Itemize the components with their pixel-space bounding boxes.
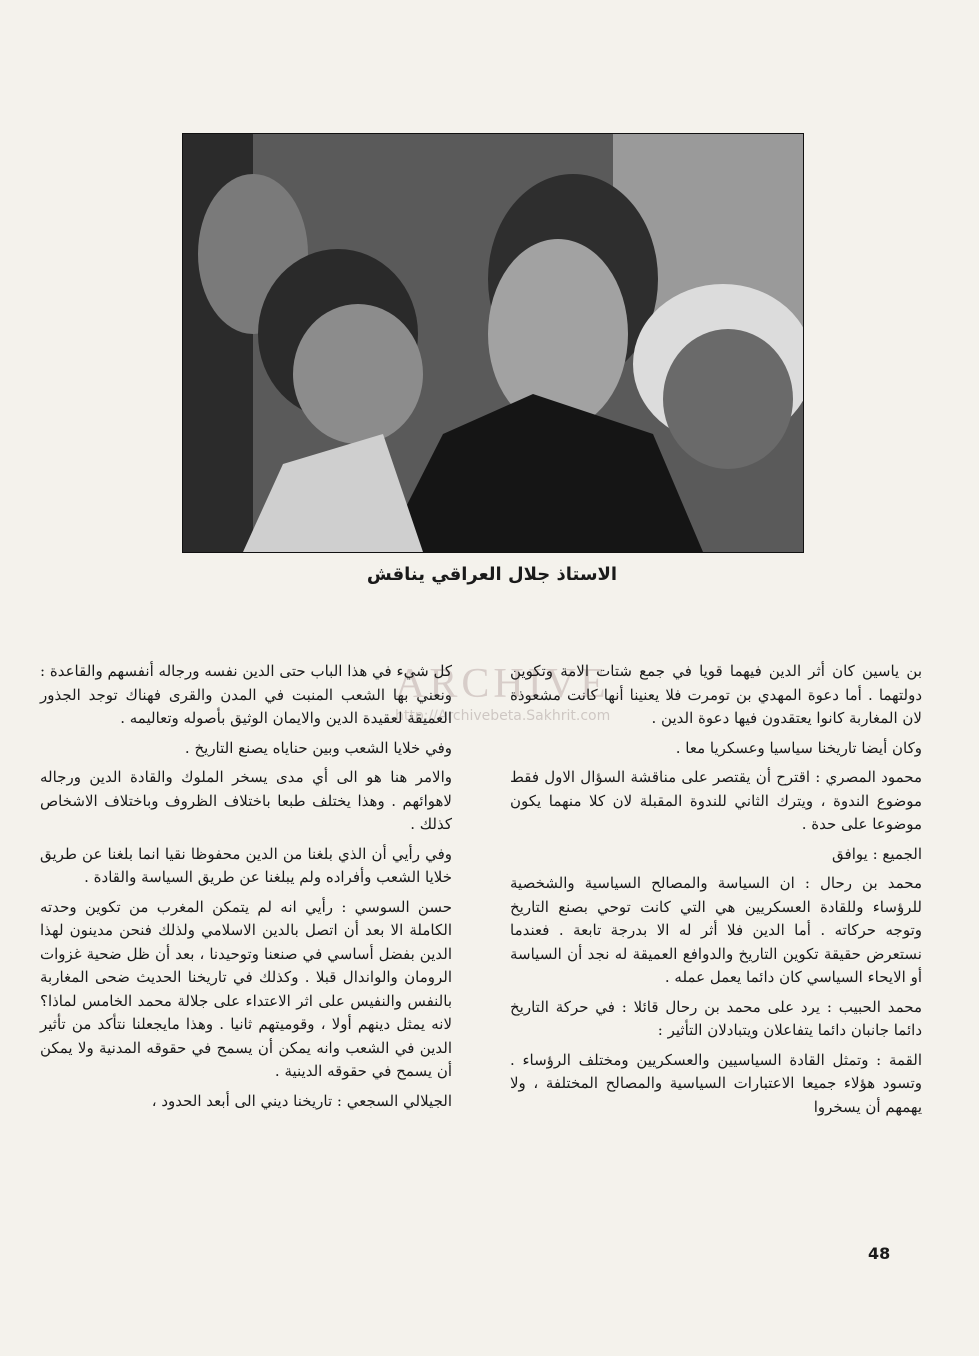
watermark-word: ARCHIVE (395, 661, 610, 707)
page-number: 48 (868, 1244, 891, 1263)
paragraph: كل شيء في هذا الباب حتى الدين نفسه ورجاله أنفسهم والقاعدة : ونعني بها الشعب المنبت في المدن والقرى فهناك توجد الجذور العميقة لعقيدة الدين والايمان الوثيق بأصوله وتعاليمه . (40, 662, 452, 727)
paragraph: حسن السوسي : رأيي انه لم يتمكن المغرب من تكوين وحدته الكاملة الا بعد أن اتصل بالدين الاسلامي ولذلك فنحن مدينون لهذا الدين بفضل أساسي في صنعنا وتوحيدنا ، بعد أن ظل ضحية غزوات الرومان والواندال قبلا . وكذلك في تاريخنا الحديث ضحى المغاربة بالنفس والنفيس على اثر الاعتداء على جلالة محمد الخامس لماذا؟ لانه يمثل دينهم أولا ، وقوميتهم ثانيا . وهذا مايجعلنا نتأكد من تأثير الدين في الشعب وانه يمكن أن يسمح في حقوقه المدنية ولا يمكن أن يسمح في حقوقه الدينية . (40, 897, 452, 1080)
paragraph: محمد الحبيب : يرد على محمد بن رحال قائلا : في حركة التاريخ دائما جانبان دائما يتفاعلان ويتبادلان التأثير : (510, 997, 922, 1039)
watermark-url: http://Archivebeta.Sakhrit.com (395, 708, 611, 724)
paragraph: محمد بن رحال : ان السياسة والمصالح السياسية والشخصية للرؤساء وللقادة العسكريين هي التي كانت توحي بصنع التاريخ وتوجه حركاته . أما الدين فلا أثر له الا بدرجة تابعة . فعندما نستعرض حقيقة تكوين التاريخ والدوافع العميقة له نجد أن السياسة أو الايحاء السياسي كان دائما يعمل عمله . (510, 874, 922, 986)
article-photo (182, 133, 804, 553)
paragraph: وكان أيضا تاريخنا سياسيا وعسكريا معا . (675, 738, 922, 757)
photo-caption: الاستاذ جلال العراقي يناقش (366, 564, 618, 585)
left-column (40, 660, 452, 1119)
right-column (510, 660, 922, 1125)
paragraph: وفي رأيي أن الذي بلغنا من الدين محفوظا نقيا انما بلغنا عن طريق خلايا الشعب وأفراده ولم يبلغنا عن طريق السياسة والقادة . (40, 844, 452, 886)
paragraph: الجميع : يوافق (832, 844, 922, 863)
paragraph: والامر هنا هو الى أي مدى يسخر الملوك والقادة الدين ورجاله لاهوائهم . وهذا يختلف طبعا باختلاف الظروف وباختلاف الاشخاص كذلك . (40, 768, 452, 833)
paragraph: محمود المصري : اقترح أن يقتصر على مناقشة السؤال الاول فقط موضوع الندوة ، ويترك الثاني للندوة المقبلة لان كلا منهما يكون موضوعا على حدة . (510, 768, 922, 833)
photo-illustration (183, 134, 803, 552)
paragraph: وفي خلايا الشعب وبين حناياه يصنع التاريخ . (184, 738, 452, 757)
paragraph: الجيلالي السجعي : تاريخنا ديني الى أبعد الحدود ، (151, 1091, 452, 1110)
paragraph: بن ياسين كان أثر الدين فيهما قويا في جمع شتات الامة وتكوين دولتهما . أما دعوة المهدي بن تومرت فلا يعنينا أنها كانت مشعوذة لان المغاربة كانوا يعتقدون فيها دعوة الدين . (510, 662, 922, 727)
paragraph: القمة : وتمثل القادة السياسيين والعسكريين ومختلف الرؤساء . وتسود هؤلاء جميعا الاعتبارات السياسية والمصالح المختلفة ، ولا يهمهم أن يسخروا (510, 1050, 922, 1116)
